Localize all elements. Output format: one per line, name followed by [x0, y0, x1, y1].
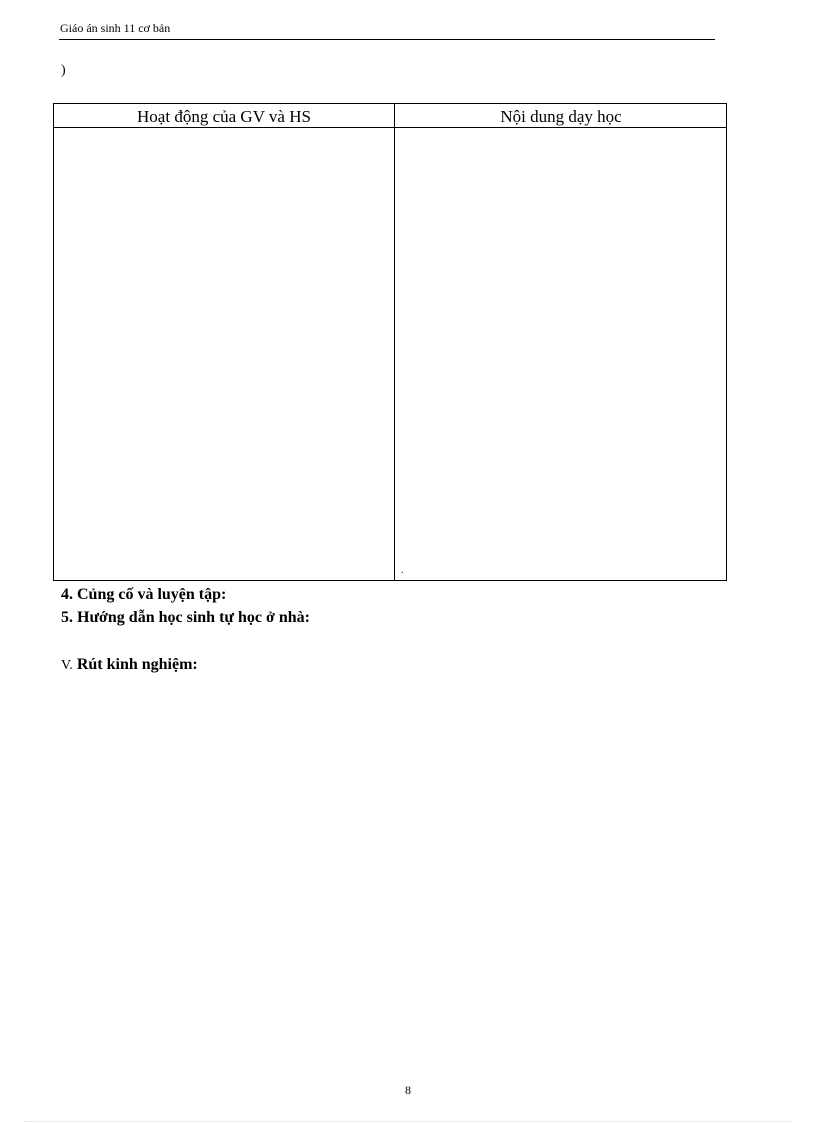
section-label: Củng cố và luyện tập:: [77, 586, 227, 603]
table-cell-mark: .: [401, 565, 404, 576]
table-header-content: Nội dung dạy học: [500, 107, 622, 126]
text-fragment: ): [61, 63, 66, 78]
section-number: 5.: [61, 609, 73, 626]
page-bottom-border: [24, 1121, 794, 1122]
lesson-table: [53, 103, 727, 581]
section-lessons-learned: [61, 655, 198, 676]
page-header-title: Giáo án sinh 11 cơ bản: [60, 21, 171, 35]
section-label: Hướng dẫn học sinh tự học ở nhà:: [77, 609, 310, 626]
section-number: 4.: [61, 586, 73, 603]
table-header-activities: Hoạt động của GV và HS: [137, 107, 311, 126]
section-consolidation: [61, 585, 226, 605]
section-homework: [61, 608, 310, 628]
table-header-rule: [54, 127, 726, 128]
table-column-divider: [394, 104, 395, 580]
header-rule: [59, 39, 715, 40]
section-label: Rút kinh nghiệm:: [76, 656, 198, 673]
page-number: 8: [405, 1083, 411, 1097]
section-number: V.: [61, 658, 73, 673]
